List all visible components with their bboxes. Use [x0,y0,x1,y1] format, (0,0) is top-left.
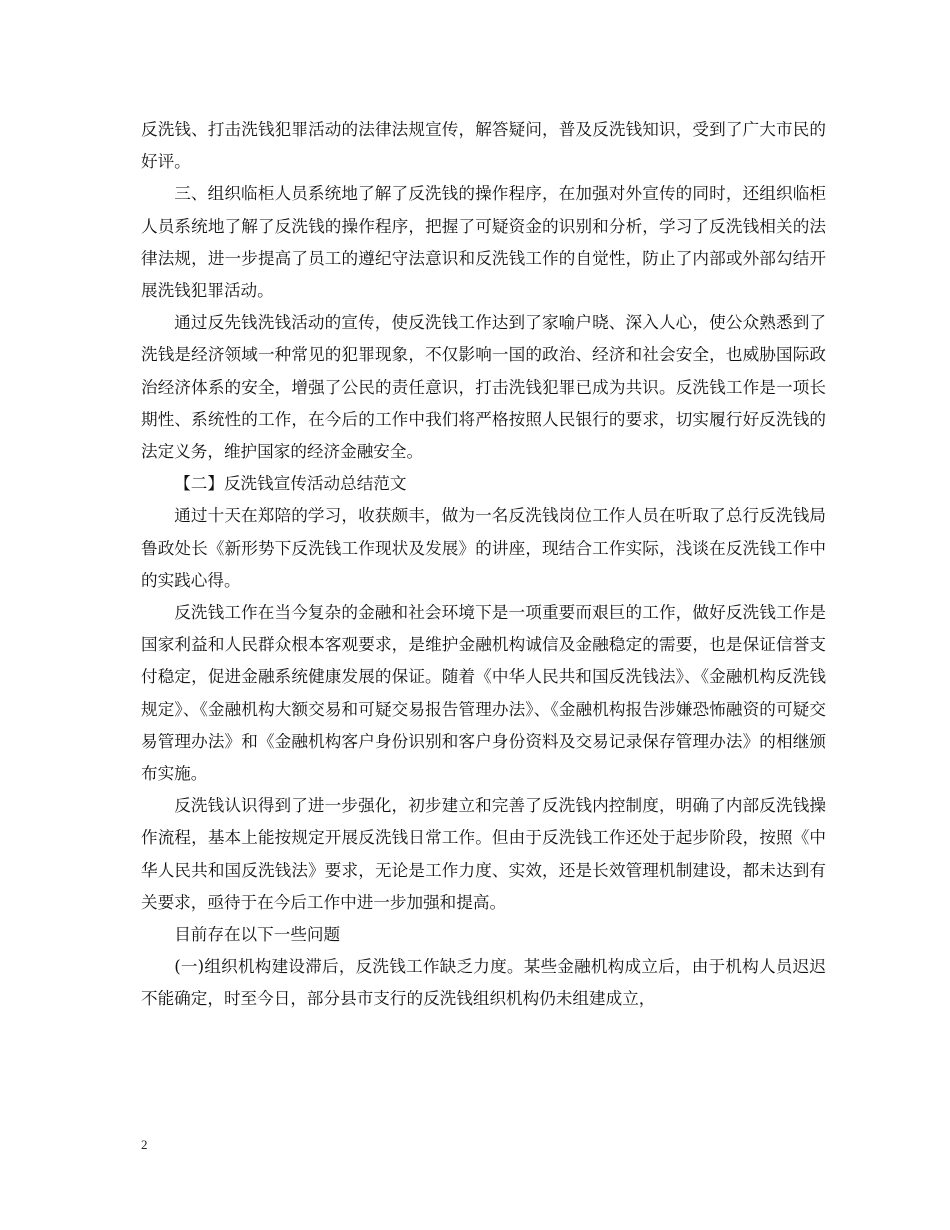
paragraph-5: 反洗钱工作在当今复杂的金融和社会环境下是一项重要而艰巨的工作，做好反洗钱工作是国家利益和人民群众根本客观要求，是维护金融机构诚信及金融稳定的需要，也是保证信誉支付稳定，促进金融系统健康发展的保证。随着《中华人民共和国反洗钱法》、《金融机构反洗钱规定》、《金融机构大额交易和可疑交易报告管理办法》、《金融机构报告涉嫌恐怖融资的可疑交易管理办法》和《金融机构客户身份识别和客户身份资料及交易记录保存管理办法》的相继颁布实施。 [141,603,826,784]
paragraph-1: 反洗钱、打击洗钱犯罪活动的法律法规宣传，解答疑问，普及反洗钱知识，受到了广大市民的好评。 [141,120,826,172]
paragraph-2: 三、组织临柜人员系统地了解了反洗钱的操作程序，在加强对外宣传的同时，还组织临柜人员系统地了解了反洗钱的操作程序，把握了可疑资金的识别和分析，学习了反洗钱相关的法律法规，进一步提高了员工的遵纪守法意识和反洗钱工作的自觉性，防止了内部或外部勾结开展洗钱犯罪活动。 [141,184,826,301]
paragraph-4: 通过十天在郑陪的学习，收获颇丰，做为一名反洗钱岗位工作人员在听取了总行反洗钱局鲁政处长《新形势下反洗钱工作现状及发展》的讲座，现结合工作实际，浅谈在反洗钱工作中的实践心得。 [141,506,826,590]
page-number: 2 [141,1137,148,1152]
paragraph-6: 反洗钱认识得到了进一步强化，初步建立和完善了反洗钱内控制度，明确了内部反洗钱操作流程，基本上能按规定开展反洗钱日常工作。但由于反洗钱工作还处于起步阶段，按照《中华人民共和国反洗钱法》要求，无论是工作力度、实效，还是长效管理机制建设，都未达到有关要求，亟待于在今后工作中进一步加强和提高。 [141,796,826,912]
document-body [141,114,826,1016]
paragraph-8: (一)组织机构建设滞后，反洗钱工作缺乏力度。某些金融机构成立后，由于机构人员迟迟不能确定，时至今日，部分县市支行的反洗钱组织机构仍未组建成立， [141,957,826,1009]
section-heading: 【二】反洗钱宣传活动总结范文 [174,474,407,494]
paragraph-3: 通过反先钱洗钱活动的宣传，使反洗钱工作达到了家喻户晓、深入人心，使公众熟悉到了洗钱是经济领域一种常见的犯罪现象，不仅影响一国的政治、经济和社会安全，也威胁国际政治经济体系的安全，增强了公民的责任意识，打击洗钱犯罪已成为共识。反洗钱工作是一项长期性、系统性的工作，在今后的工作中我们将严格按照人民银行的要求，切实履行好反洗钱的法定义务，维护国家的经济金融安全。 [141,313,826,462]
paragraph-7: 目前存在以下一些问题 [174,925,341,945]
